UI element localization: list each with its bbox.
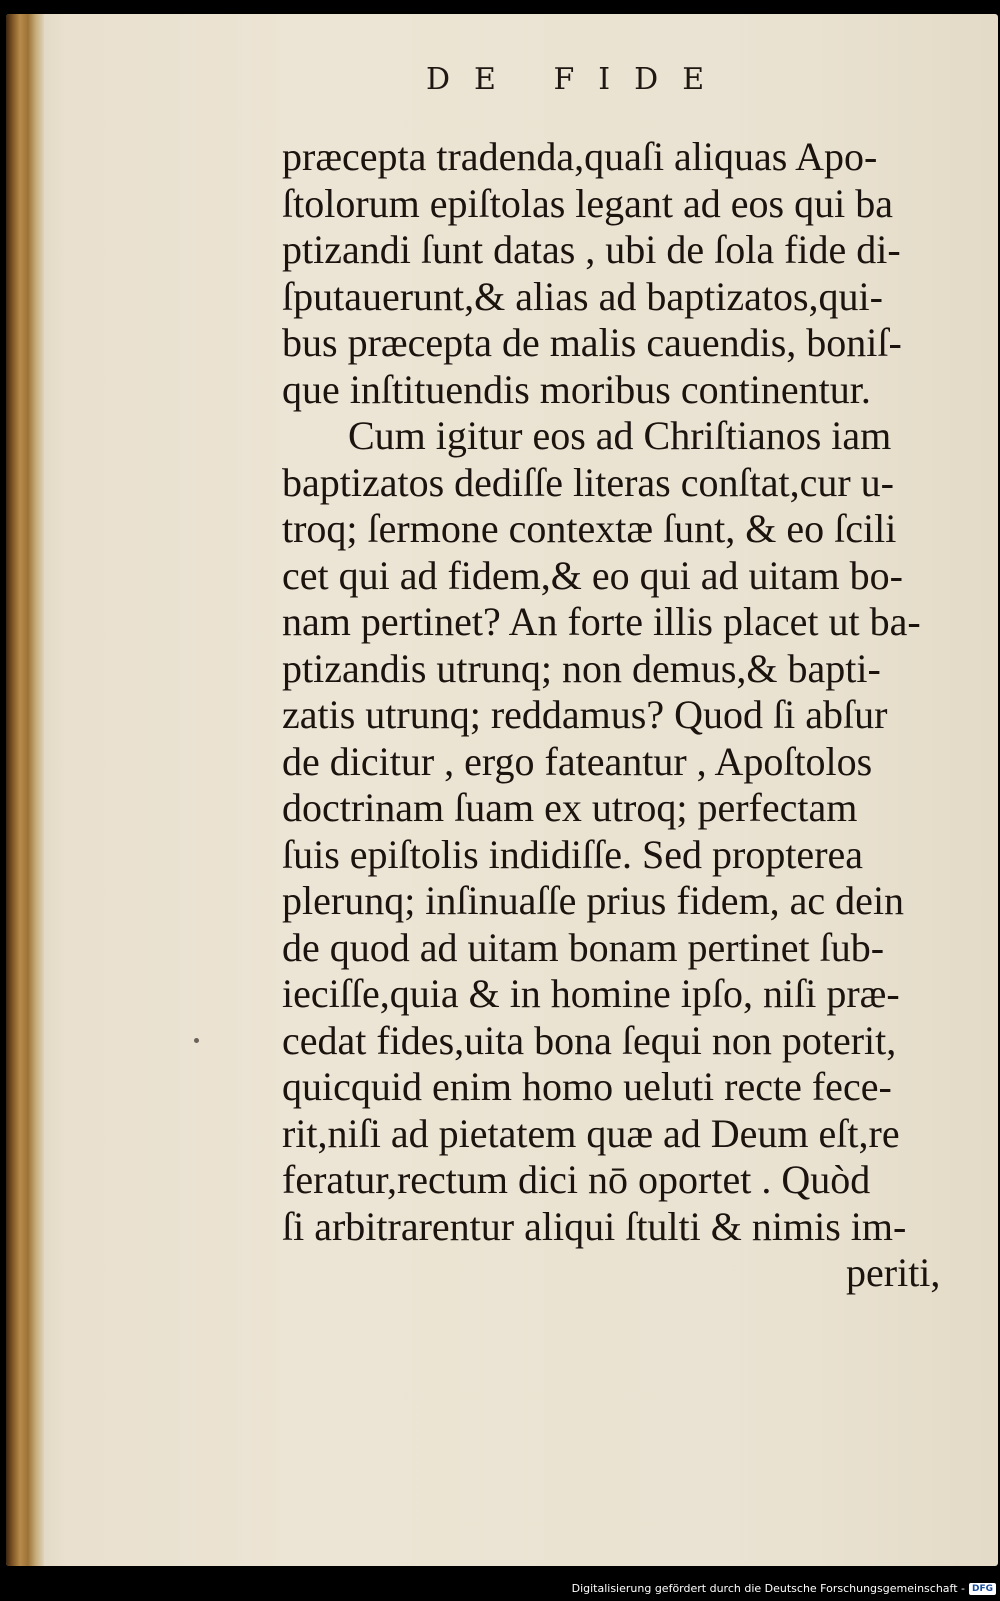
text-line: baptizatos dediſſe literas conſtat,cur u- [282, 459, 894, 505]
body-text [282, 134, 982, 1297]
text-line: doctrinam ſuam ex utroq; perfectam [282, 785, 858, 830]
text-line: nam pertinet? An forte illis placet ut ba- [282, 599, 921, 644]
text-line: ptizandis utrunq; non demus,& bapti- [282, 645, 881, 691]
text-line: cedat fides,uita bona ſequi non poterit, [282, 1017, 897, 1063]
running-head: DE FIDE [426, 62, 729, 97]
text-line: ſtolorum epiſtolas legant ad eos qui ba [282, 180, 893, 226]
text-line: de quod ad uitam bonam pertinet ſub- [282, 924, 885, 970]
text-line: que inſtituendis moribus continentur. [282, 366, 871, 412]
text-line: troq; ſermone contextæ ſunt, & eo ſcili [282, 506, 897, 551]
text-line: præcepta tradenda,quaſi aliquas Apo- [282, 134, 878, 179]
digitization-credit [572, 1582, 996, 1595]
text-line: quicquid enim homo ueluti recte fece- [282, 1064, 892, 1109]
catchword: periti, [846, 1250, 941, 1295]
text-line: bus præcepta de malis cauendis, boniſ- [282, 320, 902, 365]
book-spine-edge [6, 14, 44, 1566]
text-line: de dicitur , ergo fateantur , Apoſtolos [282, 738, 873, 784]
text-line: ſputauerunt,& alias ad baptizatos,qui- [282, 273, 883, 319]
text-line: ſuis epiſtolis indidiſſe. Sed propterea [282, 831, 864, 877]
text-line: ptizandi ſunt datas , ubi de ſola fide di- [282, 227, 901, 272]
text-line: plerunq; inſinuaſſe prius fidem, ac dein [282, 878, 905, 923]
text-line: cet qui ad fidem,& eo qui ad uitam bo- [282, 552, 903, 598]
paper-speck [194, 1038, 199, 1043]
dfg-logo: DFG [969, 1583, 996, 1595]
text-line-paragraph-start: Cum igitur eos ad Chriſtianos iam [348, 413, 892, 458]
text-line: zatis utrunq; reddamus? Quod ſi abſur [282, 692, 888, 737]
book-page [6, 14, 998, 1566]
text-line: rit,niſi ad pietatem quæ ad Deum eſt,re [282, 1110, 900, 1156]
text-line: feratur,rectum dici nō oportet . Quòd [282, 1157, 871, 1202]
text-line: ſi arbitrarentur aliqui ſtulti & nimis im- [282, 1203, 907, 1249]
text-line: ieciſſe,quia & in homine ipſo, niſi præ- [282, 971, 900, 1016]
credit-text: Digitalisierung gefördert durch die Deutsche Forschungsgemeinschaft - [571, 1582, 965, 1595]
